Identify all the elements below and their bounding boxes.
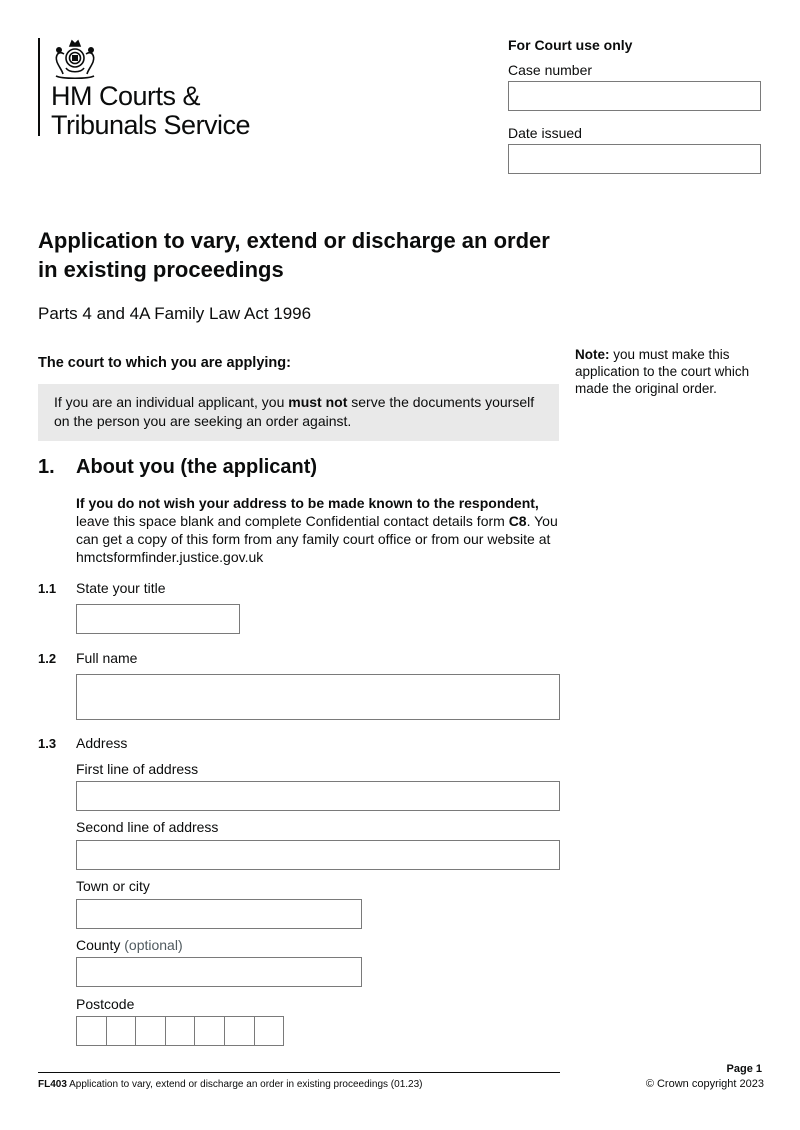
form-subtitle: Parts 4 and 4A Family Law Act 1996	[38, 304, 312, 323]
question-number-1-3: 1.3	[38, 736, 57, 751]
footer-form-reference	[38, 1079, 422, 1090]
intro-rest: . You can get a copy of this form from any family court office or from our website at hmctsformfinder.justice.gov.uk	[76, 513, 558, 565]
date-issued-label: Date issued	[508, 125, 582, 141]
address-line1-label: First line of address	[76, 761, 199, 777]
note-body: you must make this application to the court which made the original order.	[575, 347, 750, 396]
service-notice	[38, 384, 559, 441]
section-number: 1.	[38, 456, 55, 478]
logo-divider	[38, 38, 40, 136]
organisation-name	[51, 82, 250, 140]
address-label: Address	[76, 735, 128, 751]
case-number-label: Case number	[508, 62, 593, 78]
section-title: About you (the applicant)	[76, 456, 318, 478]
postcode-cell[interactable]	[76, 1016, 107, 1046]
postcode-field[interactable]	[76, 1016, 283, 1046]
postcode-cell[interactable]	[135, 1016, 166, 1046]
postcode-cell[interactable]	[254, 1016, 285, 1046]
county-field[interactable]	[76, 957, 362, 987]
intro-text: leave this space blank and complete Confidential contact details form	[76, 513, 509, 529]
court-use-title: For Court use only	[508, 37, 633, 53]
note-bold: Note:	[575, 347, 610, 362]
intro-form-code: C8	[508, 513, 527, 529]
organisation-name-line2: Tribunals Service	[51, 110, 251, 140]
notice-text-post: serve the documents yourself on the person you are seeking an order against.	[54, 394, 535, 429]
date-issued-field[interactable]	[508, 144, 761, 174]
address-line2-label: Second line of address	[76, 819, 219, 835]
case-number-field[interactable]	[508, 81, 761, 111]
county-label	[76, 937, 183, 953]
town-label: Town or city	[76, 878, 150, 894]
form-title: Application to vary, extend or discharge an order in existing proceedings	[38, 228, 550, 282]
question-number-1-2: 1.2	[38, 651, 57, 666]
page-number: Page 1	[726, 1063, 762, 1075]
title-label: State your title	[76, 580, 166, 596]
postcode-label: Postcode	[76, 996, 135, 1012]
address-line2-field[interactable]	[76, 840, 560, 870]
postcode-cell[interactable]	[106, 1016, 137, 1046]
full-name-field[interactable]	[76, 674, 560, 720]
full-name-label: Full name	[76, 650, 138, 666]
footer-form-code: FL403	[38, 1079, 67, 1090]
organisation-name-line1: HM Courts &	[51, 81, 201, 111]
county-label-text: County	[76, 937, 121, 953]
postcode-cell[interactable]	[165, 1016, 196, 1046]
county-optional-text: (optional)	[124, 937, 183, 953]
town-field[interactable]	[76, 899, 362, 929]
address-line1-field[interactable]	[76, 781, 560, 811]
footer-form-description: Application to vary, extend or discharge an order in existing proceedings (01.23)	[66, 1079, 423, 1090]
notice-text-pre: If you are an individual applicant, you	[54, 394, 289, 410]
notice-text-bold: must not	[288, 394, 348, 410]
question-number-1-1: 1.1	[38, 581, 57, 596]
note-text	[575, 346, 765, 397]
section-intro	[76, 494, 566, 566]
postcode-cell[interactable]	[224, 1016, 255, 1046]
intro-bold: If you do not wish your address to be made known to the respondent,	[76, 495, 539, 511]
court-applying-label: The court to which you are applying:	[38, 355, 291, 371]
royal-crest-icon	[50, 38, 100, 82]
footer-divider	[38, 1072, 560, 1073]
copyright-notice: © Crown copyright 2023	[645, 1078, 764, 1090]
title-field[interactable]	[76, 604, 240, 634]
postcode-cell[interactable]	[194, 1016, 225, 1046]
